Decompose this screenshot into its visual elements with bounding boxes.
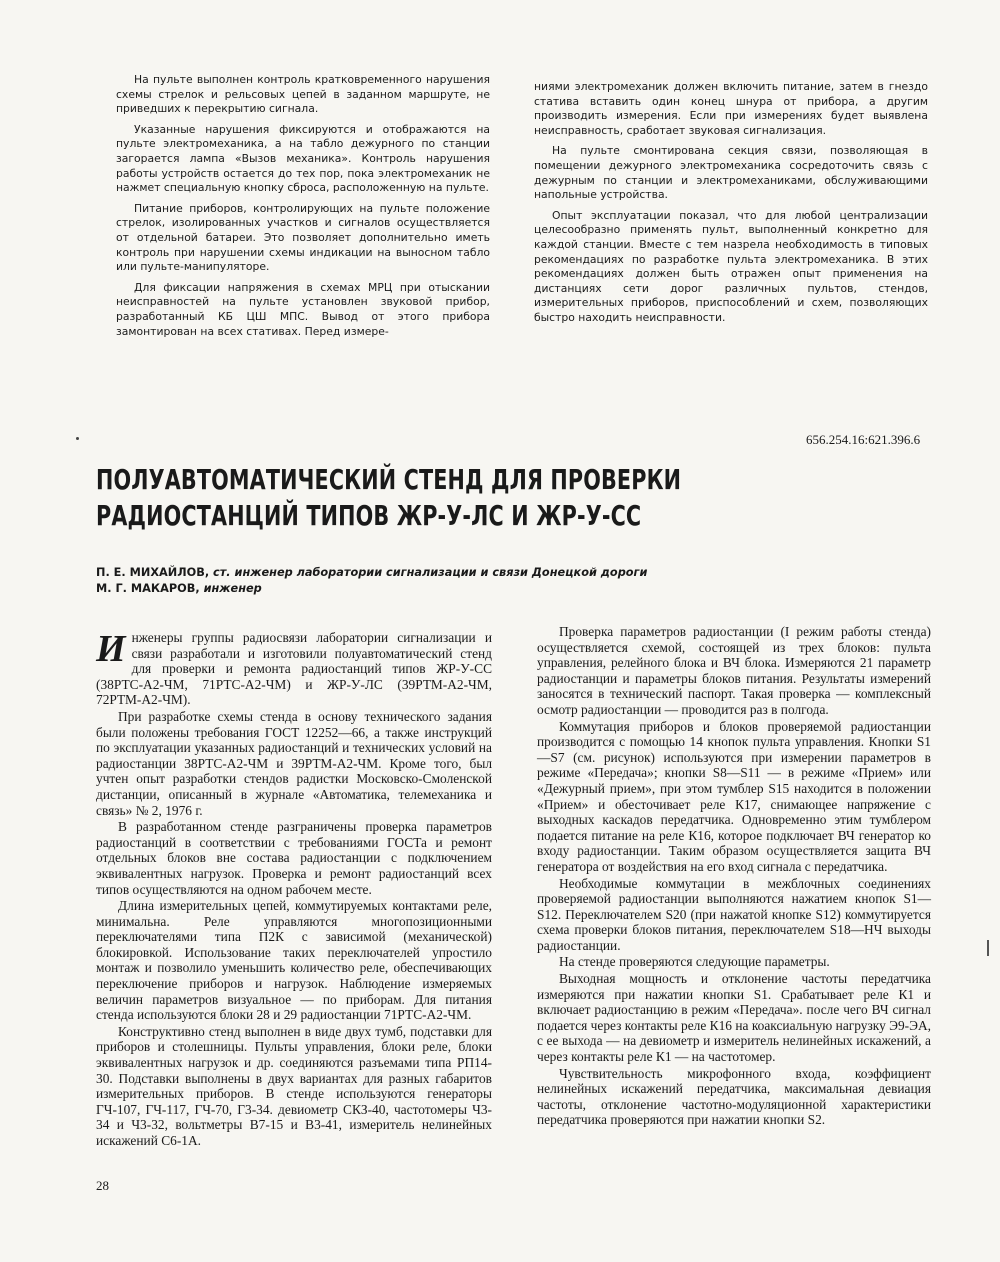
drop-cap: И xyxy=(96,628,126,670)
paragraph: Чувствительность микрофонного входа, коэффициент нелинейных искажений передатчика, максимальная девиация частоты, отклонение частотно-модуляционной характеристики передатчика проверяются при нажатии кнопки S2. xyxy=(537,1065,931,1128)
continuation-column-right xyxy=(534,80,928,332)
continuation-column-left xyxy=(116,73,490,345)
author-line xyxy=(96,565,647,581)
author-role: инженер xyxy=(199,582,262,595)
paragraph: Необходимые коммутации в межблочных соединениях проверяемой радиостанции выполняются нажатием кнопок S1—S12. Переключателем S20 (при нажатой кнопке S12) коммутируется схема проверки блоков питания, переключателем S18—НЧ выходы радиостанции. xyxy=(537,875,931,953)
paragraph: Длина измерительных цепей, коммутируемых контактами реле, минимальна. Реле управляются многопозиционными переключателями типа П2К с зависимой (механической) блокировкой. Использование таких переключателей упростило монтаж и позволило уменьшить количество реле, обеспечивающих переключение приборов и нагрузок. Наблюдение измеряемых величин параметров визуальное — по приборам. Для питания стенда используются блоки 28 и 29 радиостанции 71РТС-А2-ЧМ. xyxy=(96,898,492,1023)
paragraph: В разработанном стенде разграничены проверка параметров радиостанций в соответствии с требованиями ГОСТа и ремонт отдельных блоков вне состава радиостанции с подключением эквивалентных нагрузок. Проверка и ремонт радиостанций всех типов осуществляются на одном рабочем месте. xyxy=(96,819,492,897)
paragraph: ниями электромеханик должен включить питание, затем в гнездо статива вставить один конец шнура от прибора, а другим производить измерения. Если при измерениях будет выявлена неисправность, сработает звуковая сигнализация. xyxy=(534,80,928,137)
author-role: ст. инженер лаборатории сигнализации и связи Донецкой дороги xyxy=(209,566,648,579)
udc-code: 656.254.16:621.396.6 xyxy=(806,432,921,447)
article-title-line: ПОЛУАВТОМАТИЧЕСКИЙ СТЕНД ДЛЯ ПРОВЕРКИ xyxy=(96,463,682,496)
authors xyxy=(96,565,647,597)
paragraph: Указанные нарушения фиксируются и отображаются на пульте электромеханика, а на табло дежурного по станции загорается лампа «Вызов механика». Контроль нарушения работы устройств остается до тех пор, пока электромеханик не нажмет специальную кнопку сброса, расположенную на пульте. xyxy=(116,122,490,195)
paragraph: Конструктивно стенд выполнен в виде двух тумб, подставки для приборов и столешницы. Пульты управления, блоки реле, блоки эквивалентных нагрузок и др. соединяются разъемами типа РП14-30. Подставки выполнены в двух вариантах для разных габаритов измерительных приборов. В стенде используются генераторы ГЧ-107, ГЧ-117, ГЧ-70, Г3-34. девиометр СКЗ-40, частотомеры Ч3-34 и Ч3-32, вольтметры В7-15 и В3-41, измеритель нелинейных искажений С6-1А. xyxy=(96,1023,492,1148)
article-column-right xyxy=(537,624,931,1129)
author-line xyxy=(96,581,647,597)
paragraph: При разработке схемы стенда в основу технического задания были положены требования ГОСТ 12252—66, а также инструкций по эксплуатации указанных радиостанций и технических условий на радиостанции 38РТС-А2-ЧМ и 39РТМ-А2-ЧМ. Кроме того, был учтен опыт разработки стендов радистки Московско-Смоленской дистанции, описанный в журнале «Автоматика, телемеханика и связь» № 2, 1976 г. xyxy=(96,708,492,818)
lead-paragraph xyxy=(96,630,492,708)
paragraph: Коммутация приборов и блоков проверяемой радиостанции производится с помощью 14 кнопок пульта управления. Кнопки S1—S7 (см. рисунок) используются при измерении параметров в режиме «Передача»; кнопки S8—S11 — в режиме «Прием» или «Дежурный прием», при этом тумблер S15 находится в положении «Прием» и обесточивает реле К17, снимающее напряжение с выходных каскадов передатчика. Одновременно этим тумблером подается питание на реле К16, которое подключает ВЧ генератор ко входу радиостанции. Таким образом осуществляется защита ВЧ генератора от воздействия на его вход сигнала с передатчика. xyxy=(537,718,931,874)
paragraph: Проверка параметров радиостанции (I режим работы стенда) осуществляется схемой, состоящей из трех блоков: пульта управления, релейного блока и ВЧ блока. Измеряются 21 параметр радиостанции и параметры блоков питания. Результаты измерений заносятся в технический паспорт. Такая проверка — комплексный осмотр радиостанции — проводится раз в полгода. xyxy=(537,624,931,717)
lead-text: нженеры группы радиосвязи лаборатории сигнализации и связи разработали и изготовили полуавтоматический стенд для проверки и ремонта радиостанций типов ЖР-У-СС (38РТС-А2-ЧМ, 71РТС-А2-ЧМ) и ЖР-У-ЛС (39РТМ-А2-ЧМ, 72РТМ-А2-ЧМ). xyxy=(96,630,492,708)
paragraph: Для фиксации напряжения в схемах МРЦ при отыскании неисправностей на пульте установлен звуковой прибор, разработанный КБ ЦШ МПС. Вывод от этого прибора замонтирован на всех стативах. Перед измере- xyxy=(116,280,490,338)
paragraph: Опыт эксплуатации показал, что для любой централизации целесообразно применять пульт, выполненный конкретно для каждой станции. Вместе с тем назрела необходимость в типовых рекомендациях по разработке пульта электромеханика. В этих рекомендациях должен быть отражен опыт применения на дистанциях сети дорог различных пультов, стендов, измерительных приборов, приспособлений и схем, позволяющих быстро находить неисправности. xyxy=(534,208,928,324)
paragraph: Выходная мощность и отклонение частоты передатчика измеряются при нажатии кнопки S1. Срабатывает реле К1 и включает радиостанцию в режим «Передача». после чего ВЧ сигнал подается через контакты реле К16 на коаксиальную нагрузку Э9-ЭА, с ее выхода — на девиометр и измеритель нелинейных искажений, а через контакты реле К1 — на частотомер. xyxy=(537,971,931,1065)
article-title-line: РАДИОСТАНЦИЙ ТИПОВ ЖР-У-ЛС И ЖР-У-СС xyxy=(96,499,642,532)
paragraph: На пульте смонтирована секция связи, позволяющая в помещении дежурного электромеханика сосредоточить связь с дежурным по станции и электромеханиками, обслуживающими напольные устройства. xyxy=(534,144,928,202)
margin-mark xyxy=(987,940,989,956)
margin-dot xyxy=(76,437,79,440)
author-name: П. Е. МИХАЙЛОВ, xyxy=(96,566,210,579)
paragraph: На пульте выполнен контроль кратковременного нарушения схемы стрелок и рельсовых цепей в заданном маршруте, не приведших к перекрытию сигнала. xyxy=(116,73,490,116)
article-column-left xyxy=(96,630,492,1150)
author-name: М. Г. МАКАРОВ, xyxy=(96,582,200,595)
article-title xyxy=(96,462,887,534)
page-number: 28 xyxy=(96,1178,109,1193)
paragraph: Питание приборов, контролирующих на пульте положение стрелок, изолированных участков и сигналов осуществляется от отдельной батареи. Это позволяет дополнительно иметь контроль при нарушении схемы индикации на выносном табло или пульте-манипуляторе. xyxy=(116,201,490,274)
paragraph: На стенде проверяются следующие параметры. xyxy=(559,954,830,970)
